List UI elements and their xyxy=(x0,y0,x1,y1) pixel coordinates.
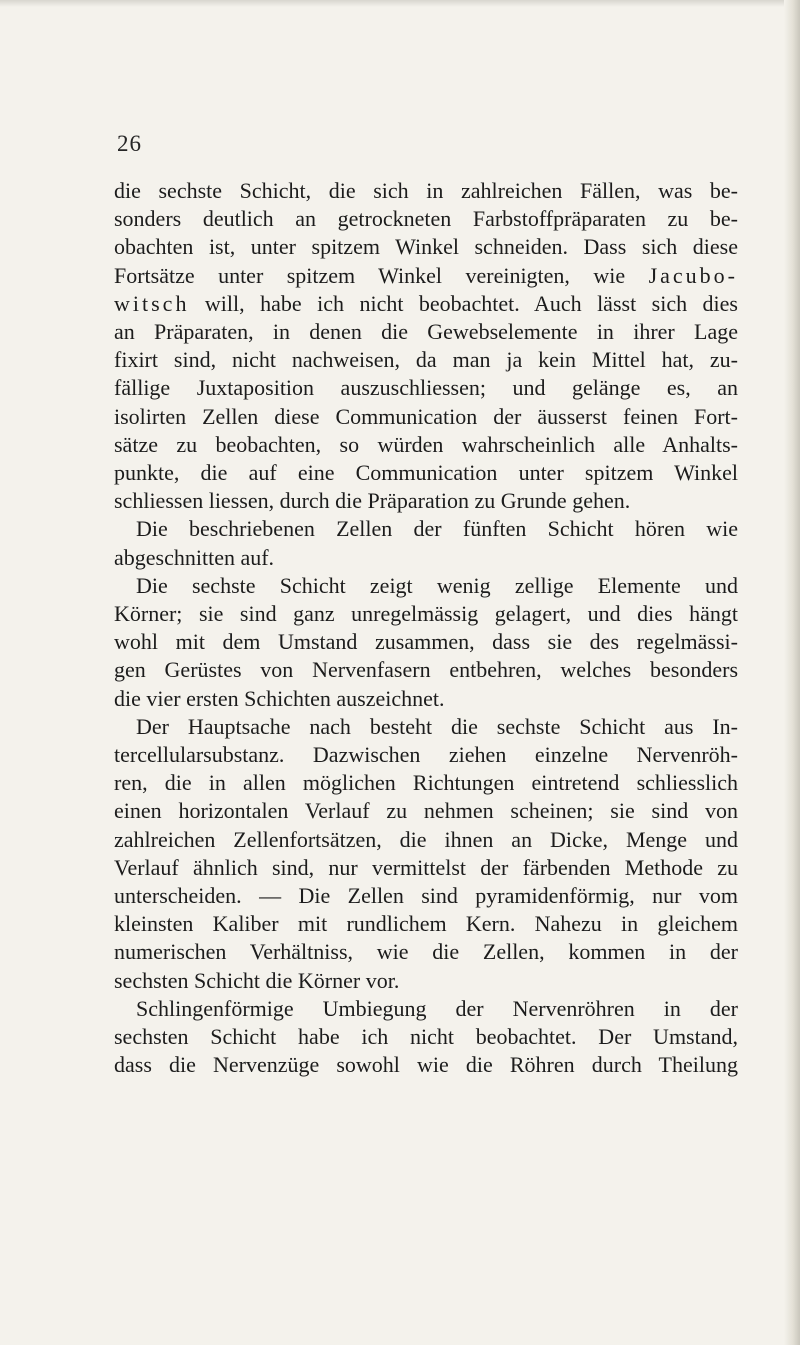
text-line: einen horizontalen Verlauf zu nehmen scheinen; sie sind von xyxy=(114,798,738,824)
paragraph xyxy=(114,713,738,995)
text-line: sechsten Schicht habe ich nicht beobachtet. Der Umstand, xyxy=(114,1024,738,1050)
text-line: zahlreichen Zellenfortsätzen, die ihnen an Dicke, Menge und xyxy=(114,826,738,852)
text-line: obachten ist, unter spitzem Winkel schneiden. Dass sich diese xyxy=(114,234,738,260)
text-line: Körner; sie sind ganz unregelmässig gelagert, und dies hängt xyxy=(114,601,738,627)
text-line: witsch will, habe ich nicht beobachtet. Auch lässt sich dies xyxy=(114,290,738,316)
text-line: fällige Juxtaposition auszuschliessen; und gelänge es, an xyxy=(114,375,738,401)
text-line: sechsten Schicht die Körner vor. xyxy=(114,967,400,993)
text-line: die vier ersten Schichten auszeichnet. xyxy=(114,685,445,711)
text-line: gen Gerüstes von Nervenfasern entbehren, welches besonders xyxy=(114,657,738,683)
text-line: Fortsätze unter spitzem Winkel vereinigten, wie Jacubo- xyxy=(114,262,738,288)
text-line: punkte, die auf eine Communication unter spitzem Winkel xyxy=(114,460,738,486)
author-name: witsch xyxy=(114,290,190,316)
text-line: wohl mit dem Umstand zusammen, dass sie des regelmässi- xyxy=(114,629,738,655)
text-line: Die beschriebenen Zellen der fünften Schicht hören wie xyxy=(136,516,738,542)
text-line: Der Hauptsache nach besteht die sechste Schicht aus In- xyxy=(136,713,738,739)
page-top-edge xyxy=(0,0,800,7)
paragraph xyxy=(114,515,738,571)
paragraph xyxy=(114,572,738,713)
text-line: sonders deutlich an getrockneten Farbstoffpräparaten zu be- xyxy=(114,206,738,232)
text-line: kleinsten Kaliber mit rundlichem Kern. Nahezu in gleichem xyxy=(114,911,738,937)
text-line: die sechste Schicht, die sich in zahlreichen Fällen, was be- xyxy=(114,178,738,203)
text-line: isolirten Zellen diese Communication der äusserst feinen Fort- xyxy=(114,403,738,429)
text-line: sätze zu beobachten, so würden wahrscheinlich alle Anhalts- xyxy=(114,431,738,457)
text-line: dass die Nervenzüge sowohl wie die Röhren durch Theilung xyxy=(114,1052,738,1078)
text-line: fixirt sind, nicht nachweisen, da man ja kein Mittel hat, zu- xyxy=(114,347,738,373)
text-line: ren, die in allen möglichen Richtungen eintretend schliesslich xyxy=(114,770,738,796)
paragraph xyxy=(114,995,738,1080)
text-line: Schlingenförmige Umbiegung der Nervenröhren in der xyxy=(136,995,738,1021)
author-name: Jacubo- xyxy=(648,262,738,288)
text-line: Verlauf ähnlich sind, nur vermittelst der färbenden Methode zu xyxy=(114,854,738,880)
text-line: schliessen liessen, durch die Präparation zu Grunde gehen. xyxy=(114,488,631,514)
text-line: Die sechste Schicht zeigt wenig zellige Elemente und xyxy=(136,572,738,598)
paragraph xyxy=(114,177,738,515)
text-line: tercellularsubstanz. Dazwischen ziehen einzelne Nervenröh- xyxy=(114,742,738,768)
text-line: an Präparaten, in denen die Gewebselemente in ihrer Lage xyxy=(114,319,738,345)
text-line: abgeschnitten auf. xyxy=(114,544,275,570)
body-text xyxy=(114,177,738,1080)
page-number: 26 xyxy=(117,131,142,156)
text-line: unterscheiden. — Die Zellen sind pyramidenförmig, nur vom xyxy=(114,883,738,909)
text-line: numerischen Verhältniss, wie die Zellen, kommen in der xyxy=(114,939,738,965)
page-right-edge xyxy=(784,0,800,1345)
